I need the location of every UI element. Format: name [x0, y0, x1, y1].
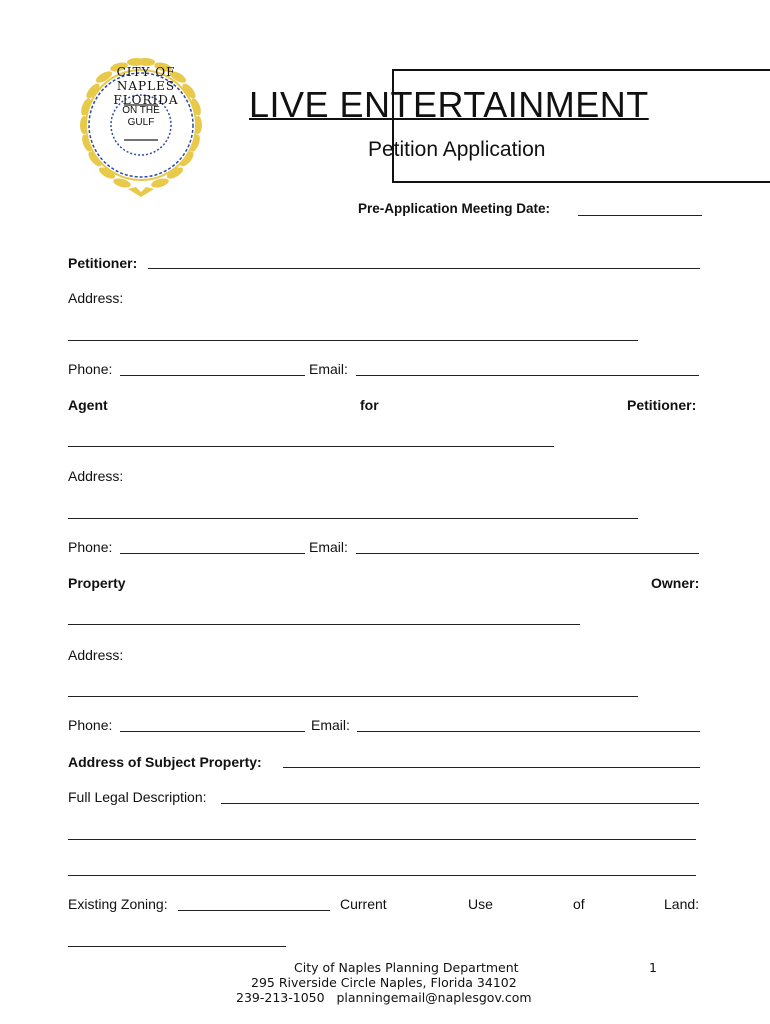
land-use-word2: Use	[468, 896, 493, 912]
land-use-word4: Land:	[664, 896, 700, 912]
petitioner-email-label: Email:	[309, 361, 348, 377]
land-use-word1: Current	[340, 896, 387, 912]
agent-address-field[interactable]	[68, 518, 638, 519]
seal-center-line1: ON THE	[122, 105, 160, 116]
owner-label-word2: Owner:	[651, 575, 700, 591]
seal-center-text	[111, 105, 171, 129]
seal-center-line2: GULF	[127, 117, 155, 128]
petitioner-phone-field[interactable]	[120, 375, 305, 376]
agent-email-field[interactable]	[356, 553, 699, 554]
petitioner-name-field[interactable]	[148, 268, 700, 269]
agent-phone-field[interactable]	[120, 553, 305, 554]
agent-label-word1: Agent	[68, 397, 108, 413]
city-seal	[66, 55, 216, 200]
agent-label-word3: Petitioner:	[627, 397, 697, 413]
owner-name-field[interactable]	[68, 624, 580, 625]
existing-zoning-label: Existing Zoning:	[68, 896, 168, 912]
land-use-field[interactable]	[68, 946, 286, 947]
page-title: LIVE ENTERTAINMENT	[249, 84, 649, 125]
footer-address: 295 Riverside Circle Naples, Florida 34102	[251, 975, 517, 990]
agent-phone-label: Phone:	[68, 539, 113, 555]
owner-phone-label: Phone:	[68, 717, 113, 733]
existing-zoning-field[interactable]	[178, 910, 330, 911]
agent-email-label: Email:	[309, 539, 348, 555]
pre-app-date-label: Pre-Application Meeting Date:	[358, 201, 551, 216]
owner-address-label: Address:	[68, 647, 124, 663]
legal-description-field-2[interactable]	[68, 839, 696, 840]
legal-description-field-1[interactable]	[221, 803, 699, 804]
subject-address-field[interactable]	[283, 767, 700, 768]
page-number: 1	[649, 960, 657, 975]
owner-phone-field[interactable]	[120, 731, 305, 732]
footer-contact: 239-213-1050 planningemail@naplesgov.com	[236, 990, 532, 1005]
legal-description-label: Full Legal Description:	[68, 789, 207, 805]
footer-department: City of Naples Planning Department	[294, 960, 519, 975]
petitioner-label: Petitioner:	[68, 255, 138, 271]
land-use-word3: of	[573, 896, 585, 912]
legal-description-field-3[interactable]	[68, 875, 696, 876]
subject-address-label: Address of Subject Property:	[68, 754, 262, 770]
petitioner-address-label: Address:	[68, 290, 124, 306]
petitioner-address-field[interactable]	[68, 340, 638, 341]
owner-address-field[interactable]	[68, 696, 638, 697]
seal-ring-label: CITY OF NAPLES FLORIDA	[113, 65, 179, 107]
owner-email-field[interactable]	[357, 731, 700, 732]
petitioner-phone-label: Phone:	[68, 361, 113, 377]
agent-address-label: Address:	[68, 468, 124, 484]
petitioner-email-field[interactable]	[356, 375, 699, 376]
seal-ring-text	[96, 65, 196, 107]
owner-email-label: Email:	[311, 717, 350, 733]
page-subtitle: Petition Application	[368, 138, 546, 161]
agent-label-word2: for	[360, 397, 379, 413]
owner-label-word1: Property	[68, 575, 126, 591]
pre-app-date-field[interactable]	[578, 215, 702, 216]
agent-name-field[interactable]	[68, 446, 554, 447]
